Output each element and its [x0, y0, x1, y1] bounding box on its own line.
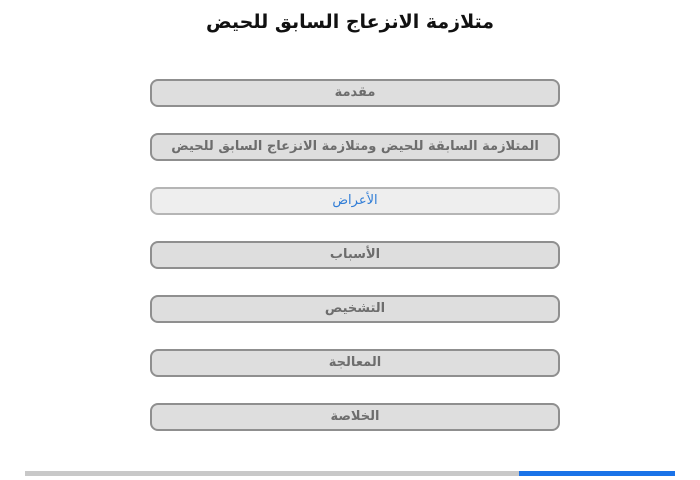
menu-item-treatment[interactable]: المعالجة [150, 349, 560, 377]
progress-bar [25, 471, 675, 476]
menu-item-pms-pmdd[interactable]: المتلازمة السابقة للحيض ومتلازمة الانزعاج السابق للحيض [150, 133, 560, 161]
menu-item-introduction[interactable]: مقدمة [150, 79, 560, 107]
chapter-menu [150, 79, 560, 457]
menu-item-summary[interactable]: الخلاصة [150, 403, 560, 431]
menu-item-causes[interactable]: الأسباب [150, 241, 560, 269]
menu-item-diagnosis[interactable]: التشخيص [150, 295, 560, 323]
page-title: متلازمة الانزعاج السابق للحيض [205, 11, 495, 33]
progress-bar-fill [519, 471, 675, 476]
menu-item-symptoms[interactable]: الأعراض [150, 187, 560, 215]
